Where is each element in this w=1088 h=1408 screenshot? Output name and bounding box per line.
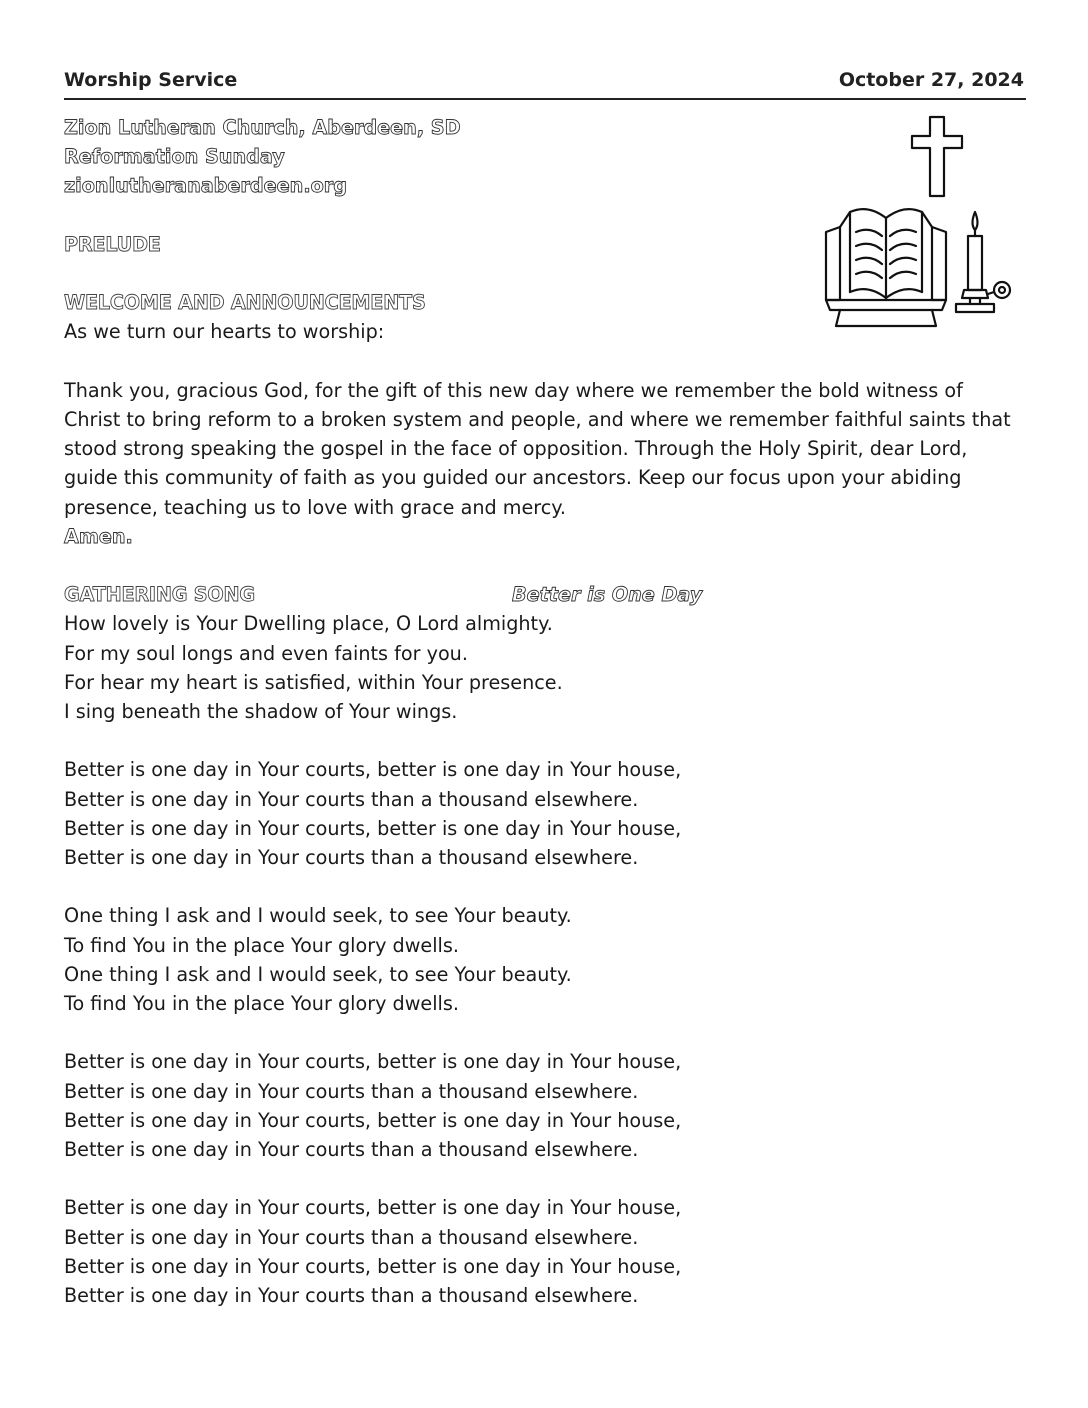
occasion: Reformation Sunday <box>64 145 285 169</box>
lyric-line: How lovely is Your Dwelling place, O Lord almighty. <box>64 612 553 636</box>
lyric-line: Better is one day in Your courts than a thousand elsewhere. <box>64 1225 639 1249</box>
lyric-line: Better is one day in Your courts than a thousand elsewhere. <box>64 845 639 869</box>
header-divider <box>64 98 1026 100</box>
lyric-line: Better is one day in Your courts, better is one day in Your house, <box>64 1254 682 1278</box>
document-title: Worship Service <box>64 69 238 91</box>
gathering-song-heading: GATHERING SONG <box>64 583 255 607</box>
lyric-line: I sing beneath the shadow of Your wings. <box>64 699 458 723</box>
lyric-line: Better is one day in Your courts, better is one day in Your house, <box>64 1050 682 1074</box>
lyric-line: To find You in the place Your glory dwells. <box>64 933 459 957</box>
lyric-line: Better is one day in Your courts, better is one day in Your house, <box>64 758 682 782</box>
lyric-line: One thing I ask and I would seek, to see Your beauty. <box>64 904 572 928</box>
welcome-heading: WELCOME AND ANNOUNCEMENTS <box>64 291 426 315</box>
prelude-heading: PRELUDE <box>64 232 161 256</box>
lyric-line: To find You in the place Your glory dwells. <box>64 991 459 1015</box>
church-website: zionlutheranaberdeen.org <box>64 174 347 198</box>
welcome-intro: As we turn our hearts to worship: <box>64 320 385 344</box>
church-name: Zion Lutheran Church, Aberdeen, SD <box>64 116 461 139</box>
gathering-song-title: Better is One Day <box>512 583 703 607</box>
lyric-line: Better is one day in Your courts than a thousand elsewhere. <box>64 787 639 811</box>
lyric-line: One thing I ask and I would seek, to see Your beauty. <box>64 962 572 986</box>
lyric-line: Better is one day in Your courts than a thousand elsewhere. <box>64 1079 639 1103</box>
lyric-line: Better is one day in Your courts than a thousand elsewhere. <box>64 1283 639 1307</box>
lyric-line: Better is one day in Your courts, better is one day in Your house, <box>64 1108 682 1132</box>
lyric-line: Better is one day in Your courts, better is one day in Your house, <box>64 816 682 840</box>
lyric-line: Better is one day in Your courts, better is one day in Your house, <box>64 1196 682 1220</box>
gathering-song-row <box>64 580 1014 609</box>
lyric-line: For hear my heart is satisfied, within Your presence. <box>64 670 563 694</box>
bulletin-body <box>64 113 1014 1310</box>
opening-prayer: Thank you, gracious God, for the gift of this new day where we remember the bold witness of Christ to bring reform to a broken system and people, and where we remember faithful saints that stood strong speaking the gospel in the face of opposition. Through the Holy Spirit, dear Lord, guide this community of faith as you guided our ancestors. Keep our focus upon your abiding presence, teaching us to love with grace and mercy. <box>64 378 1011 519</box>
amen-response: Amen. <box>64 524 133 548</box>
service-date: October 27, 2024 <box>838 69 1024 91</box>
lyric-line: For my soul longs and even faints for you. <box>64 641 468 665</box>
lyric-line: Better is one day in Your courts than a thousand elsewhere. <box>64 1137 639 1161</box>
